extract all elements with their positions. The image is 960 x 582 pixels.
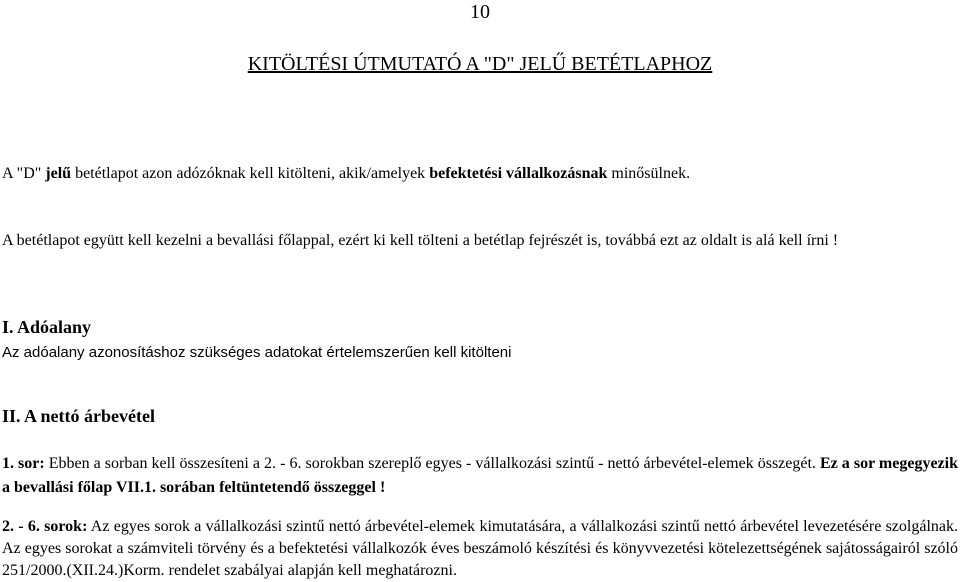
row-1-text: Ebben a sorban kell összesíteni a 2. - 6. sorokban szereplő egyes - vállalkozási szintű - nettó árbevétel-elemek összegét. — [44, 455, 820, 472]
rows-2-6-text: Az egyes sorok a vállalkozási szintű nettó árbevétel-elemek kimutatására, a vállalkozási szintű nettó árbevétel levezetésére szolgálnak. Az egyes sorokat a számviteli törvény és a befektetési vállalkozók éves beszámoló készítési és könyvvezetési kötelezettségének sajátosságairól szóló 251/2000.(XII.24.)Korm. rendelet szabályai alapján kell meghatározni. — [2, 518, 959, 579]
section-2-heading: II. A nettó árbevétel — [2, 406, 155, 426]
section-1-heading: I. Adóalany — [2, 317, 92, 337]
intro-paragraph-1 — [2, 162, 958, 185]
intro-p1-b: jelű — [45, 165, 72, 182]
intro-p1-e: minősülnek. — [607, 165, 691, 182]
row-1-bold-text: Ez a sor megegyezik a bevallási főlap VII.1. sorában feltüntetendő összeggel ! — [2, 455, 959, 496]
intro-p1-c: betétlapot azon adózóknak kell kitölteni, akik/amelyek — [71, 165, 430, 182]
section-2-rows-2-6 — [2, 516, 958, 582]
rows-2-6-label: 2. - 6. sorok: — [2, 518, 88, 535]
page-number: 10 — [470, 1, 490, 23]
row-1-label: 1. sor: — [2, 455, 45, 472]
intro-paragraph-2: A betétlapot együtt kell kezelni a bevallási főlappal, ezért ki kell tölteni a betétlap fejrészét is, továbbá ezt az oldalt is alá kell írni ! — [2, 232, 839, 249]
section-1-text: Az adóalany azonosításhoz szükséges adatokat értelemszerűen kell kitölteni — [2, 344, 512, 361]
intro-p1-d: befektetési vállalkozásnak — [429, 165, 608, 182]
page-title: KITÖLTÉSI ÚTMUTATÓ A "D" JELŰ BETÉTLAPHOZ — [247, 53, 713, 75]
section-2-row-1 — [2, 452, 958, 500]
intro-p1-a: A "D" — [2, 165, 46, 182]
